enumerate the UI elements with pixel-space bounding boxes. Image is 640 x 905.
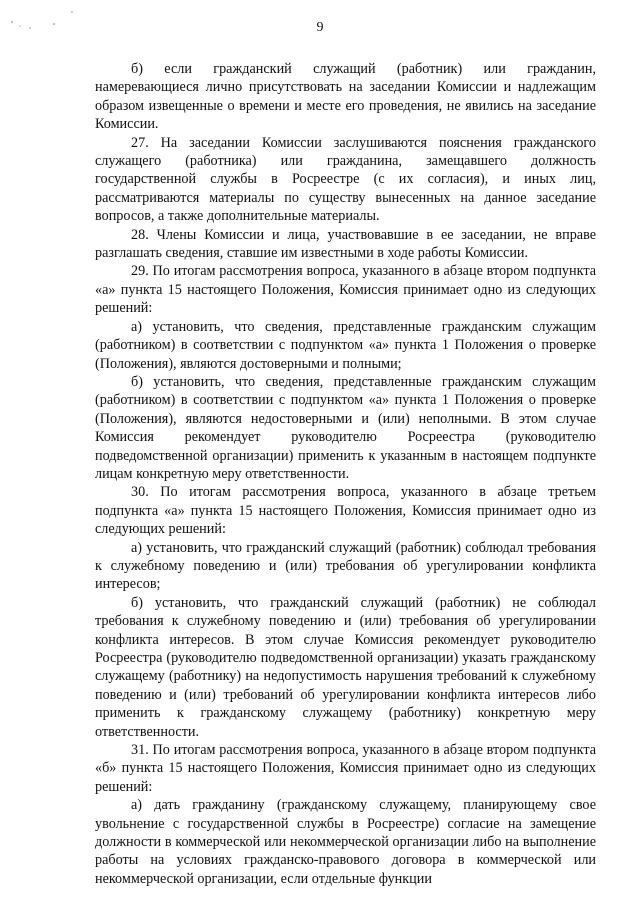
paragraph-30a: а) установить, что гражданский служащий (работник) соблюдал требования к служебному поведению и (или) требования об урегулировании конфликта интересов; <box>95 539 596 593</box>
paragraph-28: 28. Члены Комиссии и лица, участвовавшие в ее заседании, не вправе разглашать сведения, ставшие им известными в ходе работы Комиссии. <box>95 226 596 262</box>
document-body <box>95 60 596 888</box>
paragraph-29: 29. По итогам рассмотрения вопроса, указанного в абзаце втором подпункта «а» пункта 15 настоящего Положения, Комиссия принимает одно из следующих решений: <box>95 263 596 317</box>
paragraph-30: 30. По итогам рассмотрения вопроса, указанного в абзаце третьем подпункта «а» пункта 15 настоящего Положения, Комиссия принимает одно из следующих решений: <box>95 484 596 538</box>
paragraph-26b: б) если гражданский служащий (работник) или гражданин, намеревающиеся лично присутствовать на заседании Комиссии и надлежащим образом извещенные о времени и месте его проведения, не явились на заседание Комиссии. <box>95 61 596 133</box>
paragraph-29b: б) установить, что сведения, представленные гражданским служащим (работником) в соответствии с подпунктом «а» пункта 1 Положения о проверке (Положения), являются недостоверными и (или) неполными. В этом случае Комиссия рекомендует руководителю Росреестра (руководителю подведомственной организации) применить к указанным в настоящем подпункте лицам конкретную меру ответственности. <box>95 373 596 482</box>
paragraph-31: 31. По итогам рассмотрения вопроса, указанного в абзаце втором подпункта «б» пункта 15 настоящего Положения, Комиссия принимает одно из следующих решений: <box>95 742 596 795</box>
paragraph-30b: б) установить, что гражданский служащий (работник) не соблюдал требования к служебному поведению и (или) требования об урегулировании конфликта интересов. В этом случае Комиссия рекомендует руководителю Росреестра (руководителю подведомственной организации) указать гражданскому служащему (работнику) на недопустимость нарушения требований к служебному поведению и (или) требований об урегулировании конфликта интересов либо применить к гражданскому служащему (работнику) конкретную меру ответственности. <box>95 594 596 740</box>
paragraph-29a: а) установить, что сведения, представленные гражданским служащим (работником) в соответствии с подпунктом «а» пункта 1 Положения о проверке (Положения), являются достоверными и полными; <box>95 318 596 372</box>
paragraph-27: 27. На заседании Комиссии заслушиваются пояснения гражданского служащего (работника) или гражданина, замещавшего должность государственной службы в Росреестре (с их согласия), и иных лиц, рассматриваются материалы по существу вынесенных на данное заседание вопросов, а также дополнительные материалы. <box>95 134 596 225</box>
paragraph-31a: а) дать гражданину (гражданскому служащему, планирующему свое увольнение с государственной службы в Росреестре) согласие на замещение должности в коммерческой или некоммерческой организации либо на выполнение работы на условиях гражданско-правового договора в коммерческой или некоммерческой организации, если отдельные функции <box>95 797 596 887</box>
page-number: 9 <box>316 20 324 35</box>
